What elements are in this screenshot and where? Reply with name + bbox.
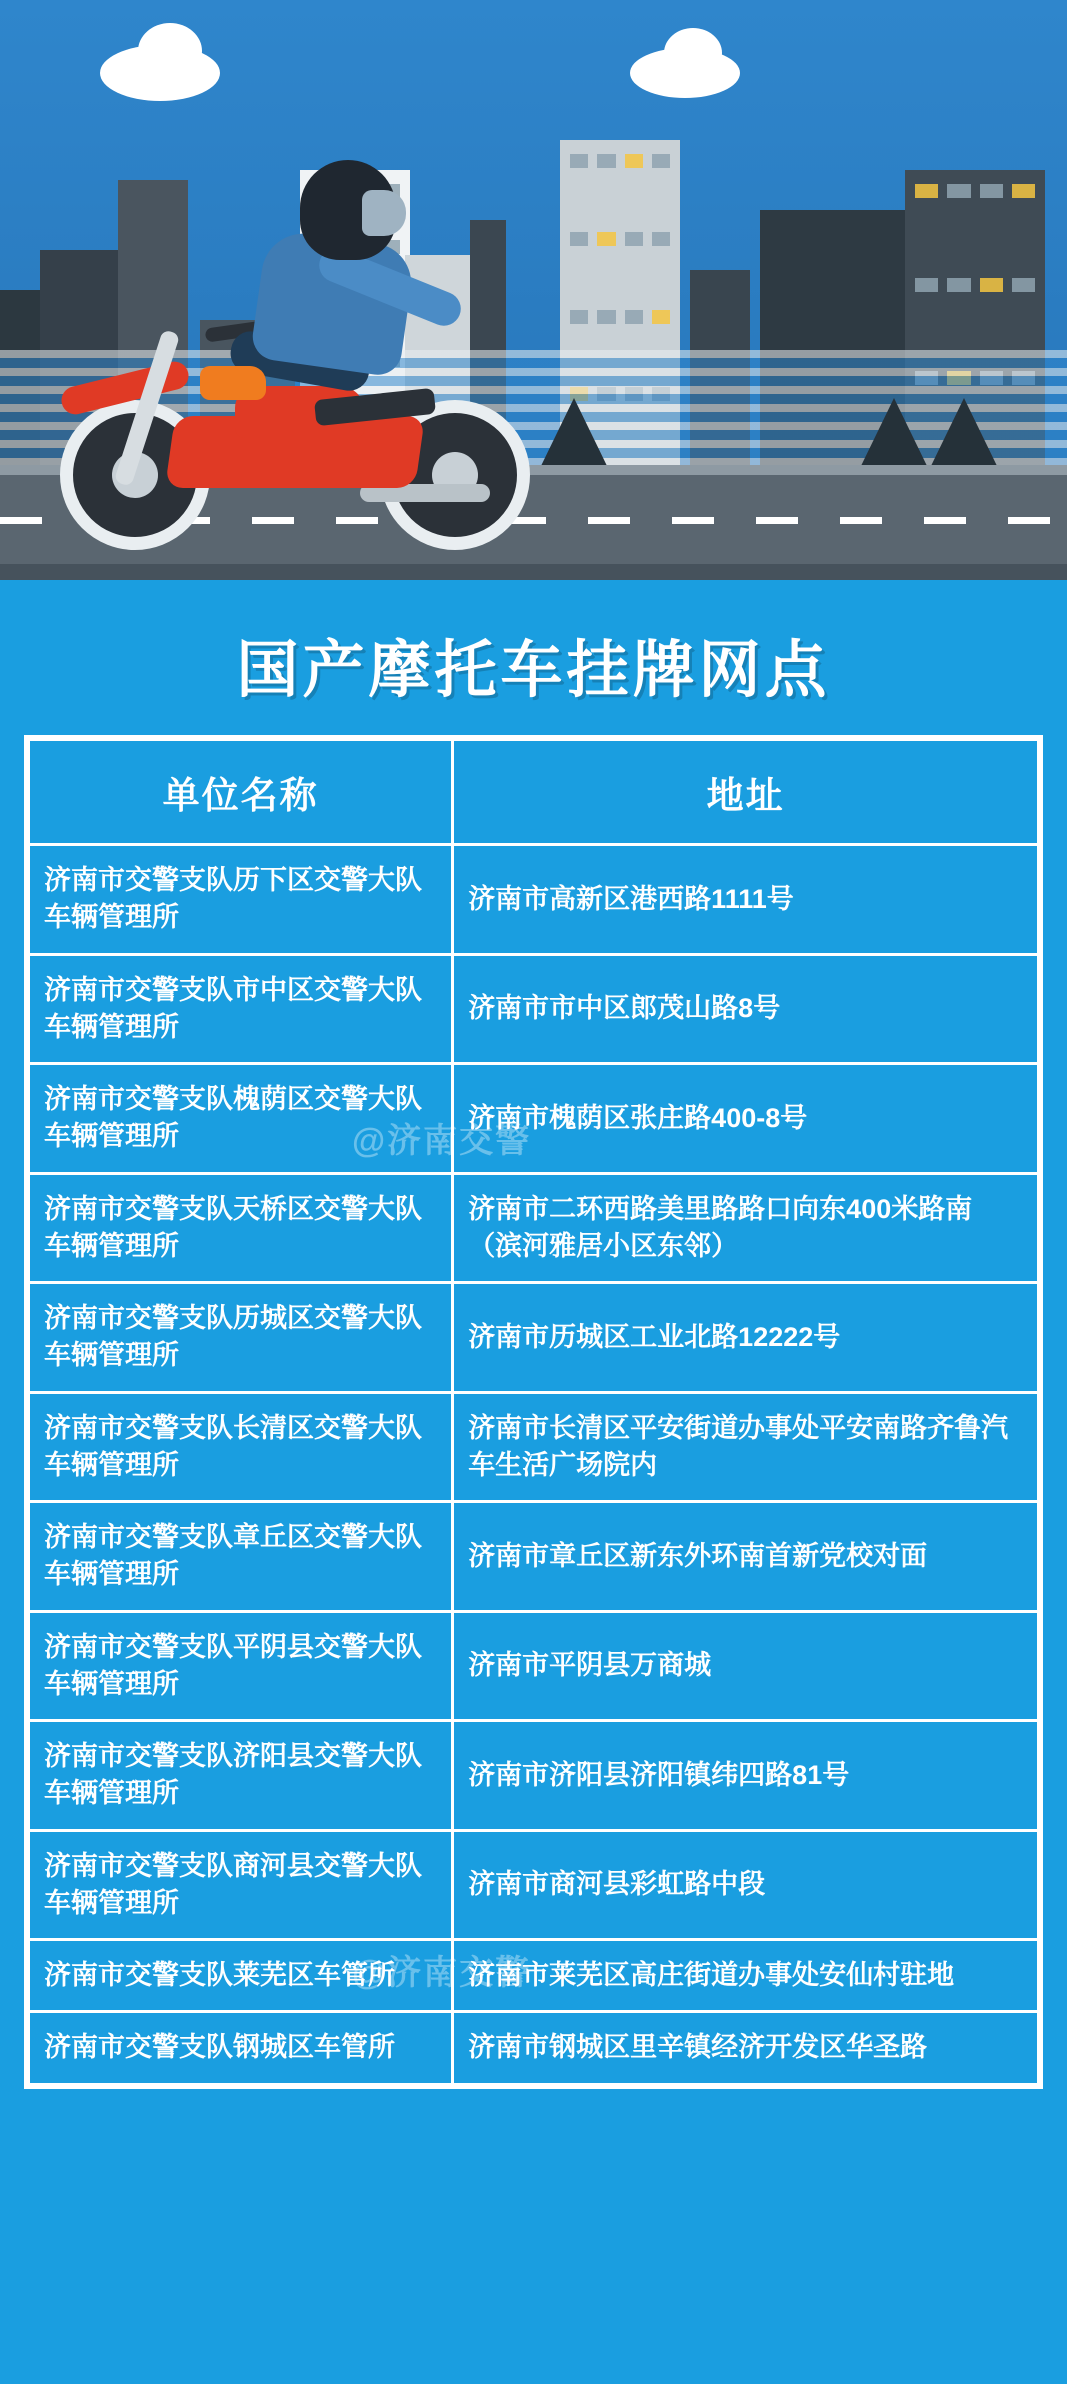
cell-unit-name: 济南市交警支队天桥区交警大队车辆管理所 (29, 1173, 453, 1283)
page-title: 国产摩托车挂牌网点 (236, 636, 831, 705)
window-cell (1012, 184, 1035, 198)
cell-address: 济南市二环西路美里路路口向东400米路南（滨河雅居小区东邻） (453, 1173, 1039, 1283)
window-cell (980, 278, 1003, 292)
hero-illustration (0, 0, 1067, 580)
table-row (29, 1173, 1039, 1283)
cell-address: 济南市长清区平安街道办事处平安南路齐鲁汽车生活广场院内 (453, 1392, 1039, 1502)
cell-address: 济南市章丘区新东外环南首新党校对面 (453, 1502, 1039, 1612)
cell-unit-name: 济南市交警支队商河县交警大队车辆管理所 (29, 1830, 453, 1940)
cell-address: 济南市高新区港西路1111号 (453, 845, 1039, 955)
window-cell (652, 310, 670, 324)
rider (210, 160, 470, 460)
table-row (29, 845, 1039, 955)
cell-unit-name: 济南市交警支队长清区交警大队车辆管理所 (29, 1392, 453, 1502)
helmet-visor (362, 190, 406, 236)
window-cell (947, 184, 970, 198)
table-row (29, 1940, 1039, 2012)
cell-unit-name: 济南市交警支队济阳县交警大队车辆管理所 (29, 1721, 453, 1831)
outlets-table (27, 738, 1040, 2086)
cell-unit-name: 济南市交警支队历城区交警大队车辆管理所 (29, 1283, 453, 1393)
table-row (29, 1830, 1039, 1940)
column-header-name: 单位名称 (29, 740, 453, 845)
window-cell (1012, 278, 1035, 292)
cell-address: 济南市钢城区里辛镇经济开发区华圣路 (453, 2012, 1039, 2084)
watermark: @济南交警 (352, 1954, 532, 1992)
window-cell (980, 184, 1003, 198)
cell-address: 济南市历城区工业北路12222号 (453, 1283, 1039, 1393)
cell-unit-name: 济南市交警支队章丘区交警大队车辆管理所 (29, 1502, 453, 1612)
table-row (29, 1502, 1039, 1612)
window-cell (652, 154, 670, 168)
cell-address: 济南市商河县彩虹路中段 (453, 1830, 1039, 1940)
road-edge (0, 564, 1067, 580)
window-cell (915, 278, 938, 292)
table-row (29, 1721, 1039, 1831)
cell-address: 济南市市中区郎茂山路8号 (453, 954, 1039, 1064)
rider-boot (200, 366, 266, 400)
cell-unit-name: 济南市交警支队平阴县交警大队车辆管理所 (29, 1611, 453, 1721)
window-cell (597, 154, 615, 168)
column-header-address: 地址 (453, 740, 1039, 845)
cloud-icon (630, 48, 740, 98)
window-cell (597, 232, 615, 246)
table-head (29, 740, 1039, 845)
window-cell (625, 310, 643, 324)
cell-unit-name: 济南市交警支队市中区交警大队车辆管理所 (29, 954, 453, 1064)
tree-icon (860, 398, 928, 468)
cell-unit-name: 济南市交警支队莱芜区车管所 (29, 1940, 453, 2012)
tree-icon (930, 398, 998, 468)
cell-address: 济南市槐荫区张庄路400-8号 (453, 1064, 1039, 1174)
window-cell (625, 154, 643, 168)
outlets-table-wrap (24, 735, 1043, 2089)
table-row (29, 1611, 1039, 1721)
cell-address: 济南市平阴县万商城 (453, 1611, 1039, 1721)
table-row (29, 954, 1039, 1064)
page-title-wrap (0, 580, 1067, 735)
table-row (29, 1064, 1039, 1174)
cell-address: 济南市莱芜区高庄街道办事处安仙村驻地 (453, 1940, 1039, 2012)
table-header-row (29, 740, 1039, 845)
window-cell (597, 310, 615, 324)
window-cell (625, 232, 643, 246)
cell-address: 济南市济阳县济阳镇纬四路81号 (453, 1721, 1039, 1831)
cloud-icon (100, 45, 220, 101)
cell-unit-name: 济南市交警支队钢城区车管所 (29, 2012, 453, 2084)
cell-unit-name: 济南市交警支队槐荫区交警大队车辆管理所 (29, 1064, 453, 1174)
window-cell (570, 154, 588, 168)
window-cell (915, 184, 938, 198)
table-body (29, 845, 1039, 2085)
watermark: @济南交警 (352, 1122, 532, 1160)
cell-unit-name: 济南市交警支队历下区交警大队车辆管理所 (29, 845, 453, 955)
table-row (29, 1283, 1039, 1393)
window-cell (947, 278, 970, 292)
table-row (29, 1392, 1039, 1502)
table-row (29, 2012, 1039, 2084)
window-cell (652, 232, 670, 246)
